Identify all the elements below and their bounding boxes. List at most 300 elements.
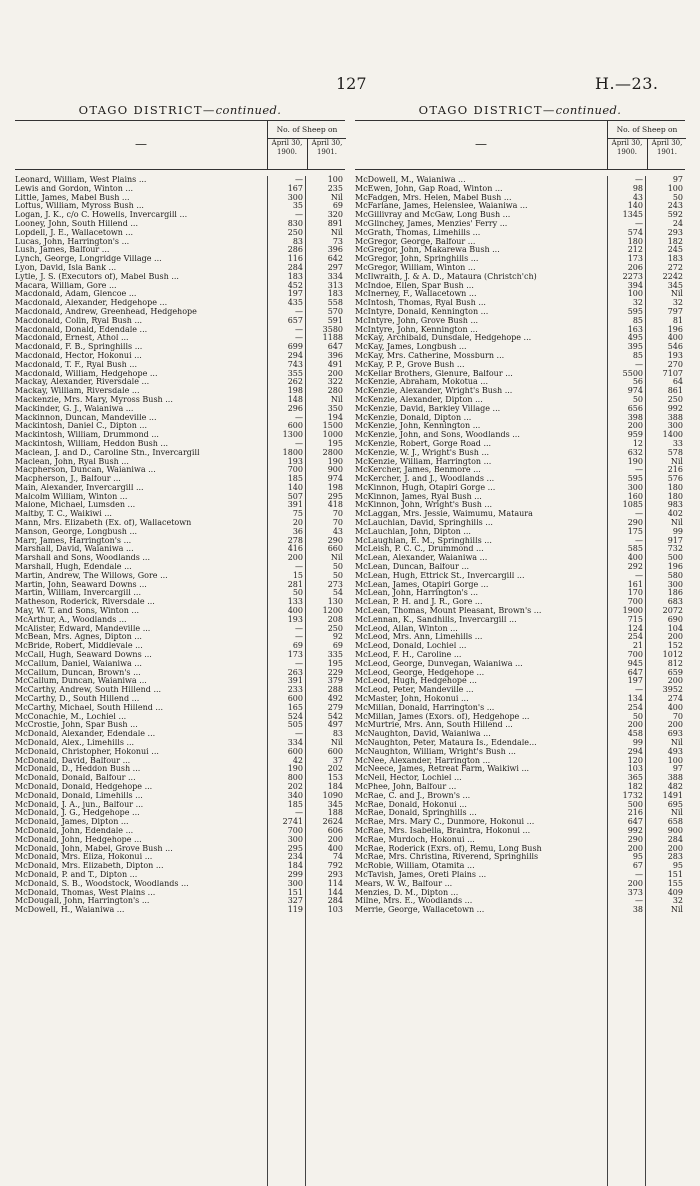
sheep-1900: 198 [287,386,303,396]
owner-name: McBean, Mrs. Agnes, Dipton ... [15,633,142,642]
owner-name: McLauchlan, David, Springhills ... [355,519,493,528]
sheep-1901: 335 [327,650,343,660]
sheep-1900: 294 [627,746,643,756]
owner-name: McCrostie, John, Spar Bush ... [15,721,138,730]
sheep-1901: 274 [667,694,683,704]
owner-name: McLeod, Hugh, Hedgehope ... [355,677,477,686]
sheep-1901: 64 [672,377,683,387]
sheep-1900: 600 [287,694,303,704]
sheep-1901: 229 [327,667,343,677]
sheep-1901: 659 [667,667,683,677]
owner-name: McTavish, James, Oreti Plains ... [355,870,487,879]
sheep-1900: 133 [287,597,303,607]
owner-name: McAlister, Edward, Mandeville ... [15,624,151,633]
sheep-1900: — [635,175,643,184]
sheep-1900: 85 [632,315,643,325]
owner-name: McKercher, J. and J., Woodlands ... [355,475,495,484]
sheep-1900: 290 [627,834,643,844]
owner-name: McRae, Roderick (Exrs. of), Remu, Long Bush [355,844,542,853]
sheep-1900: 595 [627,474,643,484]
owner-name: McKenzie, John, Kennington ... [355,422,481,431]
sheep-1901: 195 [327,658,343,668]
owner-name: McGlinchey, James, Menzies' Ferry ... [355,219,508,228]
owner-name: McNaughton, Peter, Mataura Is., Edendale... [355,739,537,747]
sheep-1900: 180 [627,236,643,246]
sheep-1901: 99 [672,526,683,536]
owner-name: Macdonald, Adam, Glencoe ... [15,290,137,299]
sheep-1900: 183 [287,271,303,281]
owner-name: Martin, John, Seaward Downs ... [15,580,147,589]
sheep-1901: 200 [327,834,343,844]
sheep-1901: Nil [330,227,343,237]
owner-name: McCallum, Duncan, Brown's ... [15,668,141,677]
left-column-heading [15,100,345,120]
owner-name: Logan, J. K., c/o C. Howells, Invercargill ... [15,211,188,220]
sheep-1900: 300 [627,482,643,492]
sheep-1901: 50 [332,570,343,580]
sheep-1901: 100 [667,183,683,193]
sheep-1901: 200 [667,676,683,686]
sheep-1900: 173 [627,254,643,264]
sheep-1900: 233 [287,685,303,695]
sheep-1900: 715 [627,614,643,624]
sheep-1901: 345 [667,280,683,290]
owner-name: McCallum, Duncan, Waianiwa ... [15,677,147,686]
owner-name: McKenzie, David, Barkley Village ... [355,404,501,413]
owner-name: McNaughton, David, Waianiwa ... [355,730,491,739]
document-reference: H.—23. [595,74,659,93]
owner-name: McLean, John, Harrington's ... [355,589,479,598]
sheep-1900: 334 [287,738,303,747]
sheep-1900: 500 [627,799,643,809]
sheep-1900: 120 [627,755,643,765]
sheep-1900: 116 [287,254,303,264]
year-1901-header: April 30, 1901. [647,139,686,169]
sheep-1900: 103 [627,764,643,774]
owner-name: Marshall, Hugh, Edendale ... [15,563,132,572]
sheep-1901: Nil [330,738,343,747]
owner-name: McRae, C. and J., Brown's ... [355,791,471,800]
sheep-1900: — [295,412,303,422]
sheep-1901: 3952 [662,685,683,695]
owner-name: McDonald, Alexander, Edendale ... [15,730,156,739]
sheep-1901: 70 [332,518,343,528]
owner-name: McKercher, James, Benmore ... [355,466,481,475]
owner-name: Mackinder, G. J., Waianiwa ... [15,404,134,413]
sheep-1901: 642 [327,254,343,264]
owner-name: McLean, Hugh, Ettrick St., Invercargill ... [355,571,525,580]
sheep-1900: 100 [627,289,643,299]
sheep-1900: 700 [287,465,303,475]
sheep-1900: 699 [287,342,303,352]
sheep-1900: 67 [632,861,643,871]
owner-name: McFarlane, James, Helenslee, Waianiwa ... [355,202,528,211]
owner-name: McKinnon, John, Wright's Bush ... [355,501,493,510]
owner-name: Loftus, William, Myross Bush ... [15,202,144,211]
page-number: 127 [336,74,367,93]
sheep-1901: 861 [667,386,683,396]
sheep-1901: 2072 [662,606,683,616]
sheep-1901: 208 [327,614,343,624]
sheep-1900: 292 [627,562,643,572]
sheep-1900: 119 [287,905,303,915]
sheep-1901: 216 [667,465,683,475]
sheep-1901: 245 [667,245,683,255]
sheep-1900: 296 [287,403,303,413]
sheep-1901: 284 [667,834,683,844]
owner-name: McDonald, Donald, Limehills ... [15,791,143,800]
sheep-1901: Nil [670,905,683,915]
sheep-1900: 656 [627,403,643,413]
owner-name: McBride, Robert, Middlevale ... [15,642,143,651]
sheep-1901: 350 [327,403,343,413]
owner-name: McDonald, J. G., Hedgehope ... [15,809,140,818]
table-header [15,120,345,170]
sheep-1901: 797 [667,306,683,316]
owner-name: Little, James, Mabel Bush ... [15,193,130,202]
sheep-1901: 1000 [322,430,343,440]
sheep-1901: 243 [667,201,683,211]
owner-name: Martin, Andrew, The Willows, Gore ... [15,571,168,580]
sheep-1900: 2273 [622,271,643,281]
sheep-1901: 1500 [322,421,343,431]
sheep-1901: 313 [327,280,343,290]
owner-name: McKenzie, John, and Sons, Woodlands ... [355,431,520,440]
owner-name: McLeod, Allan, Winton ... [355,624,458,633]
sheep-1900: 140 [627,201,643,211]
sheep-1901: 270 [667,359,683,369]
right-table-body [355,176,685,915]
sheep-1900: 435 [287,298,303,308]
table-row [355,906,685,915]
sheep-1901: 983 [667,500,683,510]
sheep-1900: — [635,869,643,879]
sheep-1901: 250 [327,623,343,633]
sheep-1900: 1732 [622,790,643,800]
sheep-1901: 196 [667,324,683,334]
owner-name: McCallum, Daniel, Waianiwa ... [15,659,142,668]
owner-name: Mackintosh, William, Heddon Bush ... [15,439,169,448]
sheep-1900: 254 [627,702,643,712]
sheep-1900: 300 [287,878,303,888]
sheep-1901: 200 [327,368,343,378]
sheep-1900: 974 [627,386,643,396]
sheep-1901: 283 [667,852,683,862]
year-1900-header: April 30, 1900. [611,139,643,156]
sheep-1901: 606 [327,825,343,835]
sheep-1900: 290 [627,518,643,528]
sheep-1900: 300 [287,192,303,202]
sheep-1900: 36 [292,526,303,536]
sheep-1900: — [295,210,303,220]
owner-name: McDougall, John, Harrington's ... [15,897,150,906]
sheep-1901: 300 [667,579,683,589]
owner-name: McIntosh, Thomas, Ryal Bush ... [355,299,486,308]
sheep-1900: 197 [287,289,303,299]
sheep-1900: 190 [627,456,643,466]
sheep-1901: Nil [330,394,343,404]
owner-name: McCarthy, Andrew, South Hillend ... [15,686,162,695]
owner-name: McMaster, John, Hokonui ... [355,695,469,704]
sheep-1900: 148 [287,394,303,404]
sheep-1901: 153 [327,773,343,783]
sheep-1901: 97 [672,764,683,774]
sheep-group-label: No. of Sheep on [268,121,346,139]
owner-name: McLean, James, Otapiri Gorge ... [355,580,489,589]
sheep-1900: 394 [627,280,643,290]
sheep-1900: 507 [287,491,303,501]
sheep-1901: 891 [327,218,343,228]
sheep-1901: 188 [327,808,343,818]
sheep-1900: — [295,175,303,184]
owner-name: Marr, James, Harrington's ... [15,536,132,545]
sheep-1900: 182 [627,781,643,791]
owner-name: McRae, Mrs. Mary C., Dunmore, Hokonui ... [355,818,535,827]
sheep-1901: 345 [327,799,343,809]
owner-name: Mackay, William, Riversdale ... [15,387,140,396]
sheep-1901: 578 [667,447,683,457]
sheep-1900: 700 [627,597,643,607]
owner-name: McKenzie, Abraham, Mokotua ... [355,378,488,387]
sheep-1901: 183 [327,289,343,299]
owner-name: Malcolm William, Winton ... [15,492,128,501]
sheep-1901: 70 [332,509,343,519]
sheep-1900: 43 [632,192,643,202]
sheep-1901: 600 [327,746,343,756]
sheep-1900: 170 [627,588,643,598]
sheep-1901: 690 [667,614,683,624]
sheep-1901: 196 [667,562,683,572]
owner-name: Lytle, J. S. (Executors of), Mabel Bush ... [15,272,179,281]
sheep-1900: — [635,509,643,519]
sheep-1901: 812 [667,658,683,668]
owner-name: Macdonald, Ernest, Athol ... [15,334,129,343]
owner-name: McLean, Alexander, Waianiwa ... [355,554,488,563]
sheep-1901: 3580 [322,324,343,334]
owner-name: McLean, Duncan, Balfour ... [355,563,470,572]
sheep-1901: 54 [332,588,343,598]
owner-name: Menzies, D. M., Dipton ... [355,888,459,897]
sheep-1900: — [635,218,643,228]
owner-name: McDonald, J. A., jun., Balfour ... [15,800,144,809]
owner-name: McKenzie, Alexander, Wright's Bush ... [355,387,513,396]
sheep-1901: 97 [672,175,683,184]
sheep-1901: 81 [672,315,683,325]
sheep-1900: 365 [627,773,643,783]
owner-name: May, W. T. and Sons, Winton ... [15,607,140,616]
owner-name: McRae, Murdoch, Hokonui ... [355,835,475,844]
sheep-1901: 1090 [322,790,343,800]
sheep-1900: — [635,359,643,369]
sheep-1900: 300 [287,834,303,844]
sheep-1900: 355 [287,368,303,378]
owner-name: McDonald, D., Heddon Bush ... [15,765,141,774]
sheep-1901: 695 [667,799,683,809]
owner-name: McIndoe, Ellen, Spar Bush ... [355,281,474,290]
owner-name: McKay, Archibald, Dunsdale, Hedgehope ... [355,334,532,343]
sheep-1900: 250 [287,227,303,237]
sheep-1901: 497 [327,720,343,730]
sheep-1900: — [635,465,643,475]
sheep-1901: 151 [667,869,683,879]
sheep-1900: 1085 [622,500,643,510]
sheep-1900: 85 [632,350,643,360]
sheep-1900: 124 [627,623,643,633]
owner-name: McDonald, Christopher, Hokonui ... [15,747,159,756]
sheep-1900: 458 [627,729,643,739]
owner-name: McNaughton, William, Wright's Bush ... [355,747,516,756]
owner-name: McGregor, William, Winton ... [355,263,476,272]
sheep-1900: 574 [627,227,643,237]
sheep-1901: 43 [332,526,343,536]
sheep-1900: 75 [292,509,303,519]
sheep-1900: 5500 [622,368,643,378]
owner-name: McDonald, John, Edendale ... [15,826,134,835]
owner-column-header: — [475,137,487,151]
sheep-1900: 700 [287,825,303,835]
sheep-1901: Nil [330,553,343,563]
sheep-1900: 959 [627,430,643,440]
owner-name: McCarthy, D., South Hillend ... [15,695,140,704]
sheep-1901: 732 [667,544,683,554]
sheep-1900: 1900 [622,606,643,616]
owner-name: Marshall and Sons, Woodlands ... [15,554,151,563]
right-column [355,100,685,915]
owner-name: McLeod, George, Dunvegan, Waianiwa ... [355,659,523,668]
sheep-1901: 198 [327,482,343,492]
owner-name: Mackay, Alexander, Riversdale ... [15,378,150,387]
sheep-1900: — [635,896,643,906]
owner-name: Mann, Mrs. Elizabeth (Ex. of), Wallacetown [15,519,192,528]
sheep-1900: 161 [627,579,643,589]
sheep-1901: 2624 [322,817,343,827]
sheep-1901: 273 [327,579,343,589]
sheep-1900: 262 [287,377,303,387]
sheep-1901: 180 [667,491,683,501]
owner-name: McGregor, John, Makarewa Bush ... [355,246,500,255]
owner-name: Looney, John, South Hillend ... [15,219,138,228]
owner-name: McLeod, Peter, Mandeville ... [355,686,474,695]
owner-name: McDonald, Mrs. Eliza, Hokonui ... [15,853,153,862]
sheep-1901: 7107 [662,368,683,378]
owner-name: McNeece, James, Retreat Farm, Waikiwi ... [355,765,530,774]
sheep-1901: 152 [667,641,683,651]
owner-name: Mackenzie, Mrs. Mary, Myross Bush ... [15,395,173,404]
sheep-group-label: No. of Sheep on [608,121,686,139]
owner-name: McIlwraith, J. & A. D., Mataura (Christch'ch) [355,272,537,281]
sheep-1901: 130 [327,597,343,607]
sheep-1901: 24 [672,218,683,228]
sheep-1901: 32 [672,298,683,308]
owner-name: McMurtrie, Mrs. Ann, South Hillend ... [355,721,513,730]
sheep-1900: — [635,535,643,545]
owner-name: McMillan, James (Exors. of), Hedgehope ... [355,712,530,721]
owner-name: Matheson, Roderick, Riversdale ... [15,598,155,607]
sheep-1900: 1300 [282,430,303,440]
sheep-1901: 400 [667,333,683,343]
table-row [15,906,345,915]
owner-name: Martin, William, Invercargill ... [15,589,141,598]
owner-name: McLaughlan, E. M., Springhills ... [355,536,492,545]
owner-name: McLean, Thomas, Mount Pleasant, Brown's ... [355,607,542,616]
sheep-1901: 37 [332,755,343,765]
sheep-1900: 200 [627,720,643,730]
owner-name: McDowell, M., Waianiwa ... [355,176,466,184]
sheep-1901: 592 [667,210,683,220]
sheep-1900: 185 [287,474,303,484]
left-column [15,100,345,915]
sheep-1901: 297 [327,262,343,272]
sheep-1901: 184 [327,781,343,791]
sheep-1900: 286 [287,245,303,255]
owner-name: Macpherson, Duncan, Waianiwa ... [15,466,156,475]
sheep-1901: 190 [327,456,343,466]
sheep-1901: 300 [667,421,683,431]
sheep-count-header [607,121,686,169]
owner-name: Macdonald, William, Hedgehope ... [15,369,158,378]
owner-name: McKay, Mrs. Catherine, Mossburn ... [355,351,505,360]
sheep-1901: 396 [327,350,343,360]
sheep-1901: 591 [327,315,343,325]
sheep-1900: 184 [287,861,303,871]
sheep-1900: 281 [287,579,303,589]
owner-name: McLennan, K., Sandhills, Invercargill ... [355,615,517,624]
sheep-1900: — [295,623,303,633]
district-title: OTAGO DISTRICT— [418,103,556,117]
sheep-1900: 495 [627,333,643,343]
sheep-1900: 632 [627,447,643,457]
sheep-1900: 391 [287,676,303,686]
year-1901-header: April 30, 1901. [307,139,346,169]
sheep-1900: 193 [287,614,303,624]
sheep-1900: 200 [627,843,643,853]
sheep-1901: 658 [667,817,683,827]
left-table-body [15,176,345,915]
sheep-1901: 491 [327,359,343,369]
owner-name: McLeod, George, Hedgehope ... [355,668,485,677]
sheep-1901: 693 [667,729,683,739]
owner-name: Main, Alexander, Invercargill ... [15,483,144,492]
sheep-1900: 340 [287,790,303,800]
owner-name: McEwen, John, Gap Road, Winton ... [355,184,503,193]
sheep-1900: 1345 [622,210,643,220]
sheep-1901: 500 [667,553,683,563]
sheep-1901: 570 [327,306,343,316]
owner-name: Lopdell, J. E., Wallacetown ... [15,228,134,237]
table-header [355,120,685,170]
sheep-1900: 206 [627,262,643,272]
sheep-1900: 160 [627,491,643,501]
sheep-1901: 334 [327,271,343,281]
sheep-1900: — [635,685,643,695]
owner-name: McLean, P. H. and J. R., Gore ... [355,598,483,607]
continued-label: continued. [215,103,282,117]
sheep-1900: 647 [627,667,643,677]
sheep-1901: 388 [667,412,683,422]
sheep-1901: 183 [667,254,683,264]
sheep-1900: 234 [287,852,303,862]
owner-name: McNee, Alexander, Harrington ... [355,756,491,765]
owner-name: McDonald, Mrs. Elizabeth, Dipton ... [15,862,164,871]
sheep-1900: 69 [292,641,303,651]
sheep-1901: 492 [327,694,343,704]
owner-name: McKay, James, Longbush ... [355,343,467,352]
sheep-1901: 322 [327,377,343,387]
sheep-1901: 92 [332,632,343,642]
owner-name: McDonald, John, Hedgehope ... [15,835,142,844]
sheep-1901: 103 [327,905,343,915]
owner-name: McDonald, Donald, Hedgehope ... [15,782,153,791]
